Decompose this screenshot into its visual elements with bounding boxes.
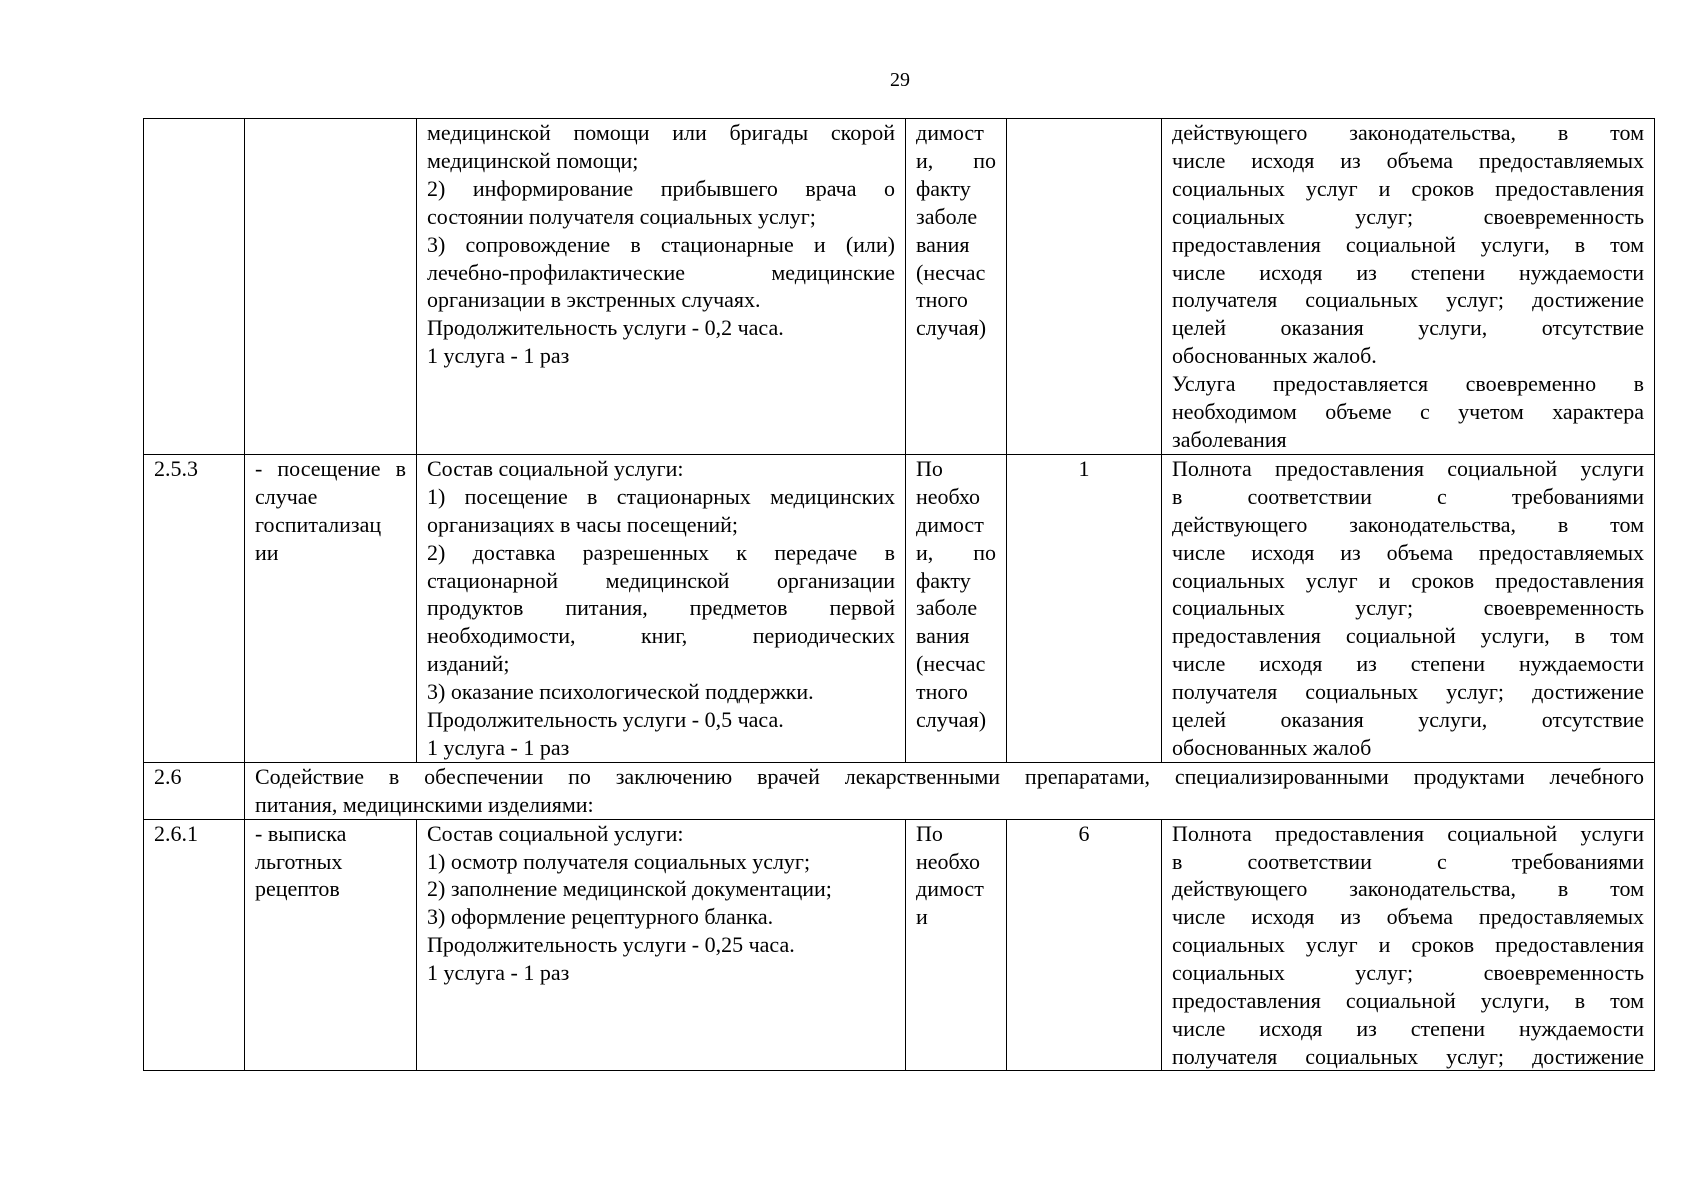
cell-content: медицинской помощи или бригады скорой медицинской помощи; 2) информирование прибывшего врача о состоянии получателя социальных услуг; 3) сопровождение в стационарные и (или) лечебно-профилактические медицинские организации в экстренных случаях. Продолжительность услуги - 0,2 часа. 1 услуга - 1 раз: [417, 119, 906, 455]
cell-num: 2.5.3: [144, 454, 245, 762]
table-row: [144, 119, 1655, 455]
cell-num: [144, 119, 245, 455]
cell-volume: 1: [1007, 454, 1162, 762]
cell-name: - выписка льготных рецептов: [245, 819, 417, 1070]
cell-content: Состав социальной услуги: 1) посещение в стационарных медицинских организациях в часы посещений; 2) доставка разрешенных к передаче в стационарной медицинской организации продуктов питания, предметов первой необходимости, книг, периодических изданий; 3) оказание психологической поддержки. Продолжительность услуги - 0,5 часа. 1 услуга - 1 раз: [417, 454, 906, 762]
cell-volume: 6: [1007, 819, 1162, 1070]
cell-volume: [1007, 119, 1162, 455]
table-row: [144, 454, 1655, 762]
page-number: 29: [890, 69, 910, 91]
cell-section-title: Содействие в обеспечении по заключению врачей лекарственными препаратами, специализированными продуктами лечебного питания, медицинскими изделиями:: [245, 762, 1655, 819]
cell-criteria: Полнота предоставления социальной услуги в соответствии с требованиями действующего законодательства, в том числе исходя из объема предоставляемых социальных услуг и сроков предоставления социальных услуг; своевременность предоставления социальной услуги, в том числе исходя из степени нуждаемости получателя социальных услуг; достижение: [1162, 819, 1655, 1070]
table-row: [144, 762, 1655, 819]
cell-num: 2.6: [144, 762, 245, 819]
cell-criteria: действующего законодательства, в том числе исходя из объема предоставляемых социальных услуг и сроков предоставления социальных услуг; своевременность предоставления социальной услуги, в том числе исходя из степени нуждаемости получателя социальных услуг; достижение целей оказания услуги, отсутствие обоснованных жалоб. Услуга предоставляется своевременно в необходимом объеме с учетом характера заболевания: [1162, 119, 1655, 455]
table-row: [144, 819, 1655, 1070]
cell-name: - посещение в случае госпитализац ии: [245, 454, 417, 762]
cell-periodicity: По необхо димост и: [906, 819, 1007, 1070]
cell-periodicity: По необхо димост и, по факту заболе вания (несчас тного случая): [906, 454, 1007, 762]
cell-criteria: Полнота предоставления социальной услуги в соответствии с требованиями действующего законодательства, в том числе исходя из объема предоставляемых социальных услуг и сроков предоставления социальных услуг; своевременность предоставления социальной услуги, в том числе исходя из степени нуждаемости получателя социальных услуг; достижение целей оказания услуги, отсутствие обоснованных жалоб: [1162, 454, 1655, 762]
cell-periodicity: димост и, по факту заболе вания (несчас тного случая): [906, 119, 1007, 455]
services-table: [143, 118, 1655, 1071]
cell-num: 2.6.1: [144, 819, 245, 1070]
cell-content: Состав социальной услуги: 1) осмотр получателя социальных услуг; 2) заполнение медицинской документации; 3) оформление рецептурного бланка. Продолжительность услуги - 0,25 часа. 1 услуга - 1 раз: [417, 819, 906, 1070]
cell-name: [245, 119, 417, 455]
